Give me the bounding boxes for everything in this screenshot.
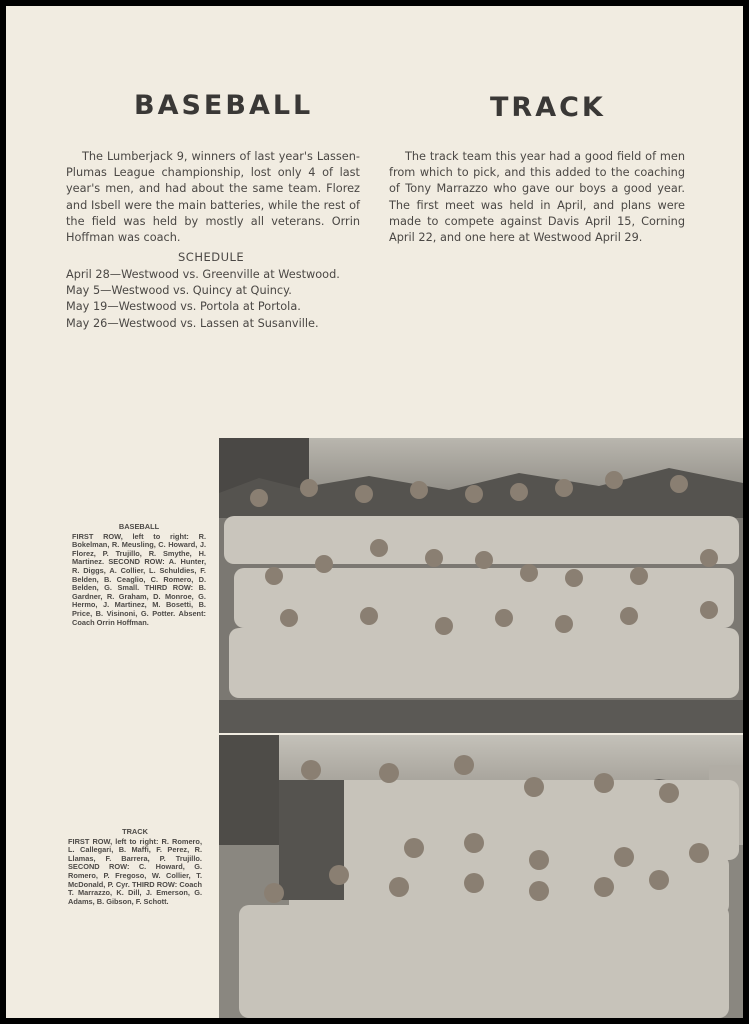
track-photo-caption [68, 828, 202, 906]
schedule-item: April 28—Westwood vs. Greenville at Westwood. [66, 268, 340, 281]
track-caption-names: FIRST ROW, left to right: R. Romero, L. Callegari, B. Maffi, F. Perez, R. Llamas, F. Barrera, P. Trujillo. SECOND ROW: C. Howard, G. Romero, P. Fregoso, W. Collier, T. McDonald, P. Cyr. THIRD ROW: Coach T. Marrazzo, K. Dill, J. Emerson, G. Adams, B. Gibson, F. Schott. [68, 836, 202, 906]
yearbook-page [6, 6, 743, 1018]
baseball-photo-caption [72, 523, 206, 627]
baseball-caption-title: BASEBALL [118, 522, 160, 531]
track-heading: TRACK [490, 92, 606, 123]
schedule-item: May 19—Westwood vs. Portola at Portola. [66, 300, 301, 314]
schedule-item: May 26—Westwood vs. Lassen at Susanville. [66, 316, 319, 330]
baseball-paragraph: The Lumberjack 9, winners of last year's Lassen-Plumas League championship, lost only 4 of last year's men, and had about the same team. Florez and Isbell were the main batteries, while the rest of the field was held by mostly all veterans. Orrin Hoffman was coach. [66, 150, 360, 245]
baseball-caption-names: FIRST ROW, left to right: R. Bokelman, R. Meusling, C. Howard, J. Florez, P. Trujillo, R. Smythe, H. Martinez. SECOND ROW: A. Hunter, R. Diggs, A. Collier, L. Schuldies, F. Belden, B. Ceaglio, C. Romero, D. Belden, G. Small. THIRD ROW: B. Gardner, R. Graham, D. Monroe, G. Hermo, J. Martinez, M. Bosetti, B. Price, B. Visinoni, G. Potter. [72, 531, 206, 618]
baseball-heading: BASEBALL [134, 90, 314, 121]
track-caption-title: TRACK [122, 827, 148, 836]
baseball-team-photo [219, 438, 743, 733]
schedule-title: SCHEDULE [178, 250, 245, 264]
baseball-caption-absent: Absent: Coach Orrin Hoffman. [72, 608, 206, 627]
schedule-item: May 5—Westwood vs. Quincy at Quincy. [66, 284, 292, 298]
track-paragraph: The track team this year had a good field of men from which to pick, and this added to the coaching of Tony Marrazzo who gave our boys a good year. The first meet was held in April, and plans were made to compete against Davis April 15, Corning April 22, and one here at Westwood April 29. [389, 150, 685, 245]
schedule-list [66, 267, 340, 332]
track-team-photo [219, 735, 743, 1018]
